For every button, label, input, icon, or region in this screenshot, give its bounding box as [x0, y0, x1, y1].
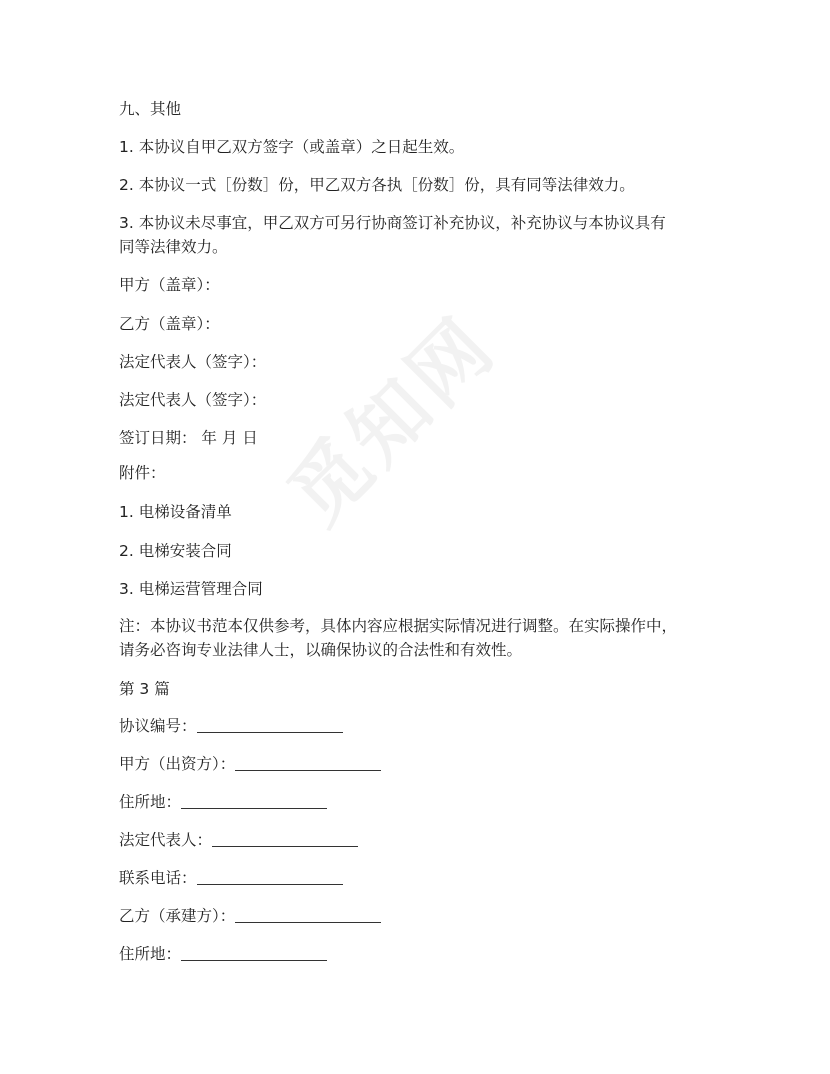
phone-field: [119, 865, 343, 891]
party-a-investor-field: [119, 751, 381, 777]
note-line-1: 注：本协议书范本仅供参考，具体内容应根据实际情况进行调整。在实际操作中，: [119, 617, 678, 635]
clause-3-line-2: 同等法律效力。: [119, 238, 228, 256]
clause-1: 1. 本协议自甲乙双方签字（或盖章）之日起生效。: [119, 138, 465, 156]
sign-date: 签订日期： 年 月 日: [119, 429, 258, 447]
party-b-builder-field: [119, 903, 381, 929]
blank-line: [235, 906, 381, 923]
blank-line: [197, 716, 343, 733]
attachments-title: 附件：: [119, 464, 166, 482]
legal-rep-signature-2: 法定代表人（签字）：: [119, 391, 267, 409]
blank-line: [212, 830, 358, 847]
clause-2: 2. 本协议一式［份数］份，甲乙双方各执［份数］份，具有同等法律效力。: [119, 176, 635, 194]
watermark: 觅知网: [272, 300, 514, 542]
attachment-item: 2. 电梯安装合同: [119, 542, 232, 560]
legal-representative-field: [119, 827, 358, 853]
section-heading-others: 九、其他: [119, 100, 182, 118]
blank-line: [197, 868, 343, 885]
field-label: 法定代表人：: [119, 831, 213, 849]
field-label: 联系电话：: [119, 869, 197, 887]
attachment-item: 1. 电梯设备清单: [119, 503, 232, 521]
blank-line: [181, 792, 327, 809]
field-label: 乙方（承建方）：: [119, 907, 236, 925]
address-field: [119, 789, 327, 815]
agreement-number-field: [119, 713, 343, 739]
part-3-title: 第 3 篇: [119, 680, 170, 698]
field-label: 住所地：: [119, 793, 182, 811]
blank-line: [181, 944, 327, 961]
field-label: 甲方（出资方）：: [119, 755, 236, 773]
field-label: 住所地：: [119, 945, 182, 963]
party-b-seal: 乙方（盖章）：: [119, 315, 220, 333]
note-line-2: 请务必咨询专业法律人士，以确保协议的合法性和有效性。: [119, 641, 523, 659]
attachment-item: 3. 电梯运营管理合同: [119, 580, 263, 598]
party-a-seal: 甲方（盖章）：: [119, 276, 220, 294]
blank-line: [235, 754, 381, 771]
field-label: 协议编号：: [119, 717, 197, 735]
legal-rep-signature-1: 法定代表人（签字）：: [119, 353, 267, 371]
address-field: [119, 941, 327, 967]
clause-3-line-1: 3. 本协议未尽事宜，甲乙双方可另行协商签订补充协议，补充协议与本协议具有: [119, 214, 666, 232]
